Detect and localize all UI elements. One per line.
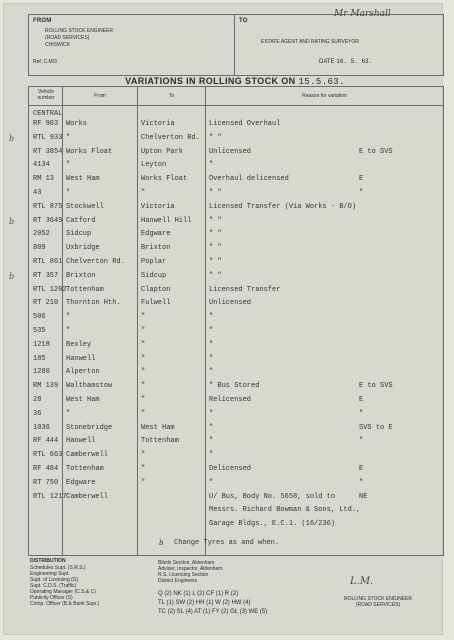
distribution-footer (28, 556, 442, 636)
table-row (29, 284, 443, 297)
table-row (29, 435, 443, 448)
vehicle-number: 28 (33, 396, 42, 404)
table-row (29, 477, 443, 490)
reason-cell: " (209, 313, 214, 322)
dist-item: Operating Manager (C.S.& C) (30, 589, 96, 595)
vehicle-number: RT 210 (33, 299, 59, 308)
reason-cell: " (209, 327, 214, 335)
vehicle-number: RT 3649 (33, 216, 63, 225)
reason-cell: Relicensed (209, 396, 252, 404)
reason-cell: " (209, 451, 214, 460)
from-cell: Works (66, 120, 88, 128)
from-cell: Stonebridge (66, 423, 113, 432)
table-row (29, 339, 443, 352)
reason-cell: " (209, 437, 214, 446)
reason-cell: " Bus Stored (209, 382, 260, 391)
table-row (29, 366, 443, 379)
vehicle-number: RTL 875 (33, 202, 63, 211)
from-cell: Camberwell (66, 451, 109, 460)
col-vehicle-header: Vehicle number (37, 89, 55, 101)
footnote-row (29, 537, 443, 550)
to-cell: " (141, 382, 146, 391)
signature: L.M. (350, 576, 374, 587)
extra-cell: E to SVS (359, 147, 393, 156)
dist-item: Publicity Officer (S) (30, 595, 73, 601)
table-row (29, 422, 443, 435)
table-row (29, 353, 443, 366)
to-cell: Edgware (141, 230, 171, 239)
to-cell: Works Float (141, 175, 188, 184)
to-cell: Hanwell Hill (141, 216, 192, 225)
vehicle-number: 1036 (33, 423, 50, 432)
from-cell: " (66, 133, 71, 142)
code-line: TL (1) SW (2) HH (1) W (2) HW (4) (158, 600, 251, 606)
vehicle-number: 36 (33, 409, 42, 418)
extra-cell: SVS to E (359, 423, 393, 432)
table-row (29, 187, 443, 200)
table-row (29, 297, 443, 310)
to-cell: Victoria (141, 202, 175, 211)
code-line: Q (2) NK (1) L (2) CF (1) R (2) (158, 591, 239, 597)
table-row (29, 242, 443, 255)
extra-cell: E (359, 175, 364, 184)
from-cell: Tottenham (66, 465, 104, 473)
from-line-3: CHISWICK (45, 42, 70, 48)
code-line: TC (2) SL (4) AT (1) FY (2) GL (3) WE (5) (158, 609, 268, 615)
table-row (29, 463, 443, 476)
from-cell: " (66, 327, 71, 335)
vehicle-number: RTL 933 (33, 133, 63, 142)
reason-cell: " (209, 478, 214, 487)
extra-cell: " (359, 409, 364, 418)
from-cell: West Ham (66, 175, 100, 184)
to-cell: " (141, 465, 146, 473)
from-cell: Alperton (66, 368, 100, 377)
dist-item: Supt. of Licensing (G) (30, 577, 79, 583)
table-header (29, 87, 443, 106)
from-cell: Works Float (66, 147, 113, 156)
table-row (29, 118, 443, 131)
row-mark: b (9, 271, 15, 281)
from-cell: Camberwell (66, 492, 109, 501)
to-line: ESTATE AGENT AND RATING SURVEYOR (261, 39, 359, 45)
table-row (29, 504, 443, 517)
to-cell: Chelverton Rd. (141, 133, 200, 142)
to-cell: Leyton (141, 161, 167, 170)
dist-item: R.S. Licensing Section (158, 572, 209, 578)
document-sheet (4, 4, 442, 634)
to-handwritten: Mr Marshall (334, 9, 391, 19)
footnote-text: Change Tyres as and when. (174, 539, 280, 547)
to-cell: Brixton (141, 244, 171, 253)
table-row (29, 311, 443, 324)
to-cell: Poplar (141, 258, 167, 266)
extra-cell: E (359, 465, 364, 473)
reason-cell: " (209, 340, 214, 349)
from-cell: Uxbridge (66, 244, 100, 253)
vehicle-number: 185 (33, 354, 46, 363)
table-row (29, 159, 443, 172)
vehicle-number: RTL 861 (33, 258, 63, 266)
reason-cell: " " (209, 258, 222, 266)
extra-cell: NE (359, 492, 368, 501)
reason-cell: Delicensed (209, 465, 252, 473)
header-divider (234, 15, 235, 75)
from-line-2: (ROAD SERVICES) (45, 35, 90, 41)
distribution-label: DISTRIBUTION (30, 558, 66, 564)
reason-cell: Messrs. Richard Bowman & Sons, Ltd., (209, 506, 361, 515)
reason-cell: Overhaul delicensed (209, 175, 289, 184)
to-cell: Clapton (141, 285, 171, 294)
to-cell: Sidcup (141, 271, 167, 280)
reason-cell: " (209, 354, 214, 363)
from-cell: " (66, 189, 71, 197)
vehicle-number: RTL 1202 (33, 285, 67, 294)
reason-cell: " " (209, 244, 222, 253)
from-cell: West Ham (66, 396, 100, 404)
table-row (29, 408, 443, 421)
table-row (29, 491, 443, 504)
table-row (29, 325, 443, 338)
to-cell: Fulwell (141, 299, 171, 308)
section-label: CENTRAL (33, 110, 63, 118)
reason-cell: " " (209, 189, 222, 197)
variations-table (9, 86, 444, 556)
reason-cell: U/ Bus, Body No. 5658, sold to (209, 492, 336, 501)
table-row (29, 518, 443, 531)
from-cell: Thornton Hth. (66, 299, 121, 308)
vehicle-number: 1218 (33, 340, 50, 349)
vehicle-number: 4134 (33, 161, 50, 170)
table-row (29, 146, 443, 159)
to-cell: " (141, 409, 146, 418)
from-cell: Chelverton Rd. (66, 258, 125, 266)
vehicle-number: 1280 (33, 368, 50, 377)
to-cell: Tottenham (141, 437, 179, 446)
from-cell: Stockwell (66, 202, 104, 211)
row-mark: b (9, 133, 15, 143)
reason-cell: Unlicensed (209, 299, 252, 308)
to-cell: " (141, 340, 146, 349)
reason-cell: " " (209, 133, 222, 142)
col-to-header: To (168, 93, 175, 99)
date-label: DATE (319, 59, 335, 65)
dist-item: Schedules Supt. (S.R.S.) (30, 565, 86, 571)
reason-cell: " (209, 423, 214, 432)
from-line-1: ROLLING STOCK ENGINEER (45, 28, 113, 34)
reason-cell: " " (209, 216, 222, 225)
extra-cell: " (359, 189, 364, 197)
reason-cell: Garage Bldgs., E.C.1. (16/236) (209, 520, 336, 529)
to-cell: West Ham (141, 423, 175, 432)
dist-mid-list (158, 560, 222, 584)
table-row (29, 228, 443, 241)
table-row (29, 394, 443, 407)
to-cell: " (141, 327, 146, 335)
dist-item: Bilzds Section, Aldenham (158, 560, 215, 566)
col-from-header: From (94, 93, 106, 99)
reason-cell: Licensed Overhaul (209, 120, 281, 128)
table-row (29, 256, 443, 269)
vehicle-number: RF 903 (33, 120, 59, 128)
reason-cell: Unlicensed (209, 147, 252, 156)
vehicle-number: RT 750 (33, 478, 59, 487)
vehicle-number: RF 484 (33, 465, 59, 473)
to-cell: " (141, 396, 146, 404)
from-cell: Bexley (66, 340, 92, 349)
table-row (29, 173, 443, 186)
date-value: 16. 5. 63. (336, 58, 373, 65)
extra-cell: " (359, 437, 364, 446)
title-text: VARIATIONS IN ROLLING STOCK ON (125, 76, 296, 86)
vehicle-number: RF 444 (33, 437, 59, 446)
dist-item: District Engineers (158, 578, 198, 584)
office-block (344, 596, 412, 608)
vehicle-number: 506 (33, 313, 46, 322)
to-cell: Upton Park (141, 147, 184, 156)
to-cell: " (141, 313, 146, 322)
office-line: ROLLING STOCK ENGINEER (344, 596, 412, 602)
table-row (29, 449, 443, 462)
from-cell: Brixton (66, 271, 96, 280)
date-block (319, 59, 372, 65)
to-cell: " (141, 354, 146, 363)
ref-number: Ref. C.M/3 (33, 59, 57, 65)
to-cell: " (141, 189, 146, 197)
dist-left-list (30, 565, 99, 607)
dist-item: Comp. Officer (B.& Bank Supr.) (30, 601, 100, 607)
dist-item: Adviser, Inspector, Aldenham (158, 566, 223, 572)
dist-item: Supt. C.D.S. (Traffic) (30, 583, 77, 589)
from-cell: Hanwell (66, 354, 96, 363)
from-cell: " (66, 409, 71, 418)
dist-item: Engineering Supt. (30, 571, 70, 577)
vehicle-number: 809 (33, 244, 46, 253)
to-cell: Victoria (141, 120, 175, 128)
extra-cell: " (359, 478, 364, 487)
vehicle-number: 2052 (33, 230, 50, 239)
to-label: TO (239, 18, 248, 24)
extra-cell: E to SVS (359, 382, 393, 391)
row-mark: b (9, 216, 15, 226)
from-cell: " (66, 313, 71, 322)
to-cell: " (141, 368, 146, 377)
vehicle-number: RTL 1217 (33, 492, 67, 501)
vehicle-number: 535 (33, 327, 46, 335)
reason-cell: Licensed Transfer (209, 285, 281, 294)
table-row (29, 380, 443, 393)
reason-cell: " " (209, 271, 222, 280)
reason-cell: " (209, 161, 214, 170)
title-date: 15.5.63. (298, 77, 345, 87)
vehicle-number: RT 3854 (33, 147, 63, 156)
from-cell: Sidcup (66, 230, 92, 239)
table-row (29, 201, 443, 214)
from-cell: " (66, 161, 71, 170)
reason-cell: " (209, 368, 214, 377)
from-cell: Catford (66, 216, 96, 225)
from-cell: Hanwell (66, 437, 96, 446)
extra-cell: E (359, 396, 364, 404)
reason-cell: " (209, 409, 214, 418)
table-row (9, 132, 443, 145)
reason-cell: " " (209, 230, 222, 239)
depot-codes (158, 590, 267, 617)
reason-cell: Licensed Transfer (Via Works - B/O) (209, 202, 357, 211)
footnote-mark: b (159, 539, 164, 547)
col-reason-header: Reason for variation (302, 93, 347, 99)
table-row (9, 270, 443, 283)
vehicle-number: 43 (33, 189, 42, 197)
from-label: FROM (33, 18, 52, 24)
from-cell: Edgware (66, 478, 96, 487)
vehicle-number: RTL 663 (33, 451, 63, 460)
from-cell: Walthamstow (66, 382, 113, 391)
to-cell: " (141, 478, 146, 487)
vehicle-number: RT 357 (33, 271, 59, 280)
office-line: (ROAD SERVICES) (355, 602, 401, 608)
vehicle-number: RM 139 (33, 382, 59, 391)
from-cell: Tottenham (66, 285, 104, 294)
vehicle-number: RM 13 (33, 175, 55, 184)
table-row (9, 215, 443, 228)
memo-header (28, 9, 444, 76)
to-cell: " (141, 451, 146, 460)
